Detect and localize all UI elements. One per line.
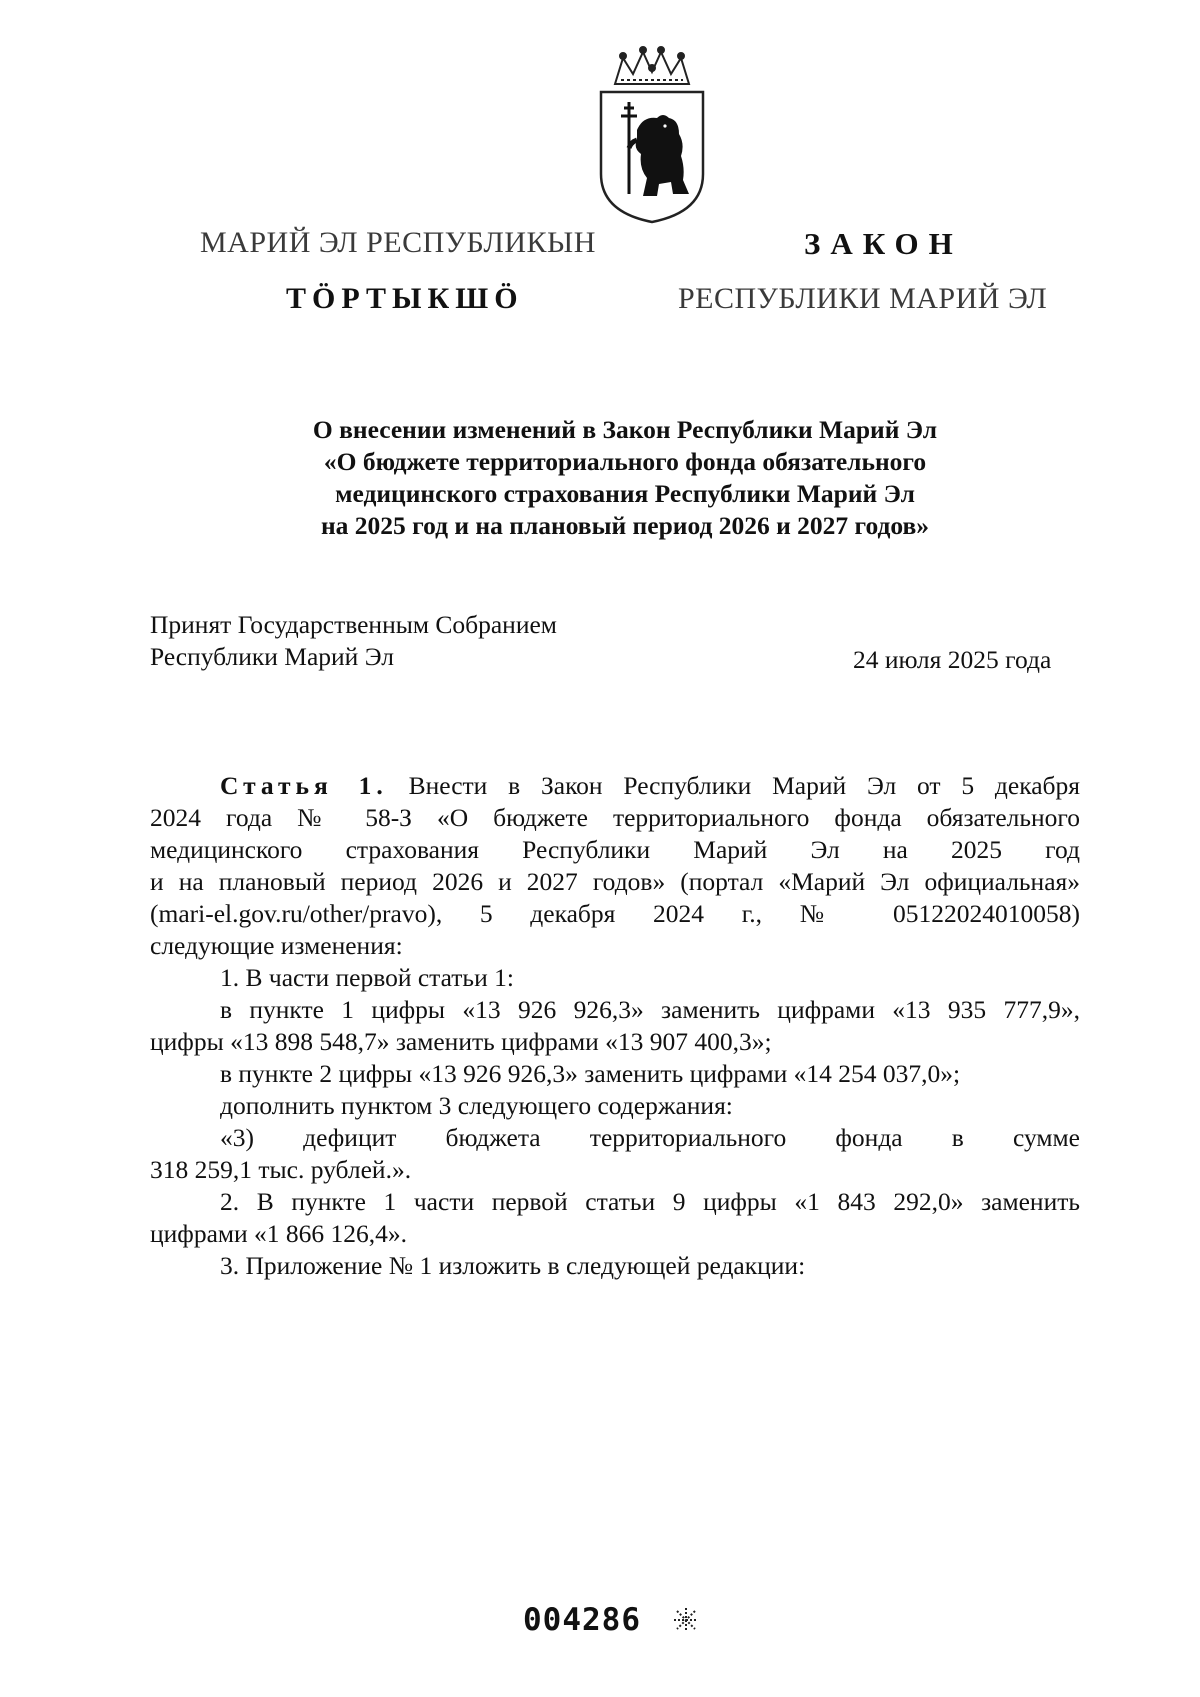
body-line: 3. Приложение № 1 изложить в следующей редакции: <box>220 1251 806 1280</box>
article-heading: Статья 1. <box>220 771 388 800</box>
body-line: (mari-el.gov.ru/other/pravo), 5 декабря 2024 г., № 05122024010058) <box>150 899 1080 928</box>
article-1-first-line <box>150 770 1080 802</box>
body-line: 1. В части первой статьи 1: <box>220 963 514 992</box>
body-line: 2. В пункте 1 части первой статьи 9 цифры «1 843 292,0» заменить <box>220 1187 1080 1216</box>
body-text: Внести в Закон Республики Марий Эл от 5 декабря <box>408 771 1081 800</box>
body-line: цифрами «1 866 126,4». <box>150 1219 408 1248</box>
body-line: «3) дефицит бюджета территориального фонда в сумме <box>220 1123 1080 1152</box>
document-title <box>150 414 1100 542</box>
title-line: «О бюджете территориального фонда обязательного <box>323 447 927 476</box>
adopted-by-line: Принят Государственным Собранием <box>150 610 557 639</box>
document-serial-number: 004286 <box>523 1602 641 1638</box>
header-republic-name-mari: МАРИЙ ЭЛ РЕСПУБЛИКЫН <box>200 226 596 259</box>
adopted-by-line: Республики Марий Эл <box>150 642 394 671</box>
header-law-word-mari: ТӦРТЫКШӦ <box>286 282 524 315</box>
body-line: следующие изменения: <box>150 931 403 960</box>
asterisk-stamp-icon <box>672 1606 700 1634</box>
body-line: медицинского страхования Республики Марий Эл на 2025 год <box>150 835 1080 864</box>
header-law-word-russian: ЗАКОН <box>804 226 963 261</box>
adoption-date: 24 июля 2025 года <box>853 645 1052 674</box>
title-line: медицинского страхования Республики Марий Эл <box>335 479 915 508</box>
body-line: 2024 года № 58-З «О бюджете территориального фонда обязательного <box>150 803 1080 832</box>
body-line: и на плановый период 2026 и 2027 годов» (портал «Марий Эл официальная» <box>150 867 1080 896</box>
body-line: дополнить пунктом 3 следующего содержания: <box>220 1091 733 1120</box>
body-line: в пункте 2 цифры «13 926 926,3» заменить цифрами «14 254 037,0»; <box>220 1059 961 1088</box>
article-1-body <box>150 770 1080 1282</box>
coat-of-arms-emblem <box>593 44 711 224</box>
title-line: на 2025 год и на плановый период 2026 и 2027 годов» <box>320 511 930 540</box>
title-line: О внесении изменений в Закон Республики Марий Эл <box>312 415 938 444</box>
body-line: цифры «13 898 548,7» заменить цифрами «13 907 400,3»; <box>150 1027 772 1056</box>
header-republic-name-russian: РЕСПУБЛИКИ МАРИЙ ЭЛ <box>678 282 1048 315</box>
body-line: 318 259,1 тыс. рублей.». <box>150 1155 412 1184</box>
body-line: в пункте 1 цифры «13 926 926,3» заменить цифрами «13 935 777,9», <box>220 995 1080 1024</box>
